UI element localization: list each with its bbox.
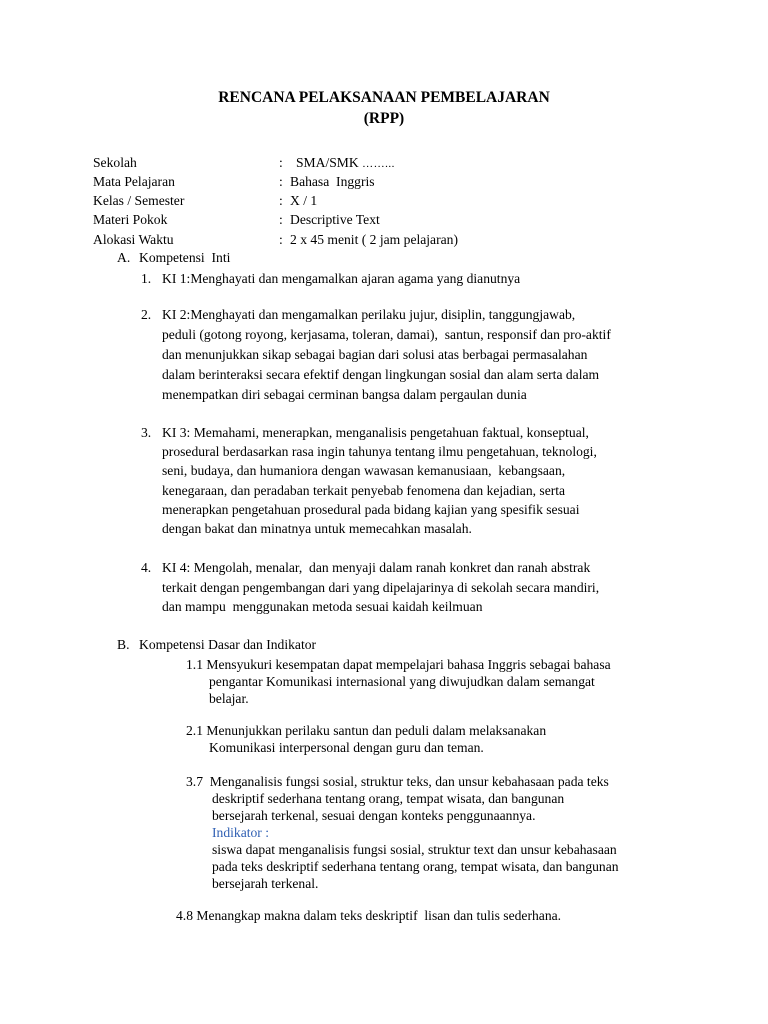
info-colon: :	[279, 174, 283, 189]
ki-3-line: prosedural berdasarkan rasa ingin tahunya tentang ilmu pengetahuan, teknologi,	[162, 444, 597, 459]
kd-2-1-line: 2.1 Menunjukkan perilaku santun dan peduli dalam melaksanakan	[186, 723, 547, 738]
info-value-sekolah-dots: ……...	[362, 158, 395, 170]
info-label-alokasi: Alokasi Waktu	[93, 232, 174, 247]
ki-1-number: 1.	[141, 271, 152, 286]
kd-1-1-line: belajar.	[209, 691, 249, 706]
indikator-line: siswa dapat menganalisis fungsi sosial, struktur text dan unsur kebahasaan	[212, 842, 617, 857]
info-label-materi: Materi Pokok	[93, 212, 168, 227]
info-label-mapel: Mata Pelajaran	[93, 174, 175, 189]
document-subtitle: (RPP)	[363, 110, 405, 127]
kd-2-1-line: Komunikasi interpersonal dengan guru dan teman.	[209, 740, 484, 755]
kd-3-7-line: 3.7 Menganalisis fungsi sosial, struktur teks, dan unsur kebahasaan pada teks	[186, 774, 609, 789]
info-colon: :	[279, 212, 283, 227]
section-a-title: Kompetensi Inti	[139, 250, 231, 265]
section-b-title: Kompetensi Dasar dan Indikator	[139, 637, 317, 652]
info-label-kelas: Kelas / Semester	[93, 193, 185, 208]
info-colon: :	[279, 232, 283, 247]
ki-4-line: dan mampu menggunakan metoda sesuai kaidah keilmuan	[162, 599, 483, 614]
ki-2-line: KI 2:Menghayati dan mengamalkan perilaku jujur, disiplin, tanggungjawab,	[162, 307, 576, 322]
indikator-line: bersejarah terkenal.	[212, 876, 319, 891]
info-colon: :	[279, 155, 283, 170]
kd-4-8-line: 4.8 Menangkap makna dalam teks deskriptif lisan dan tulis sederhana.	[176, 908, 562, 923]
ki-2-line: dalam berinteraksi secara efektif dengan lingkungan sosial dan alam serta dalam	[162, 367, 600, 382]
ki-3-number: 3.	[141, 425, 152, 440]
ki-3-line: dengan bakat dan minatnya untuk memecahkan masalah.	[162, 521, 472, 536]
kd-3-7-line: deskriptif sederhana tentang orang, tempat wisata, dan bangunan	[212, 791, 565, 806]
ki-2-line: dan menunjukkan sikap sebagai bagian dari solusi atas berbagai permasalahan	[162, 347, 588, 362]
ki-3-line: KI 3: Memahami, menerapkan, menganalisis pengetahuan faktual, konseptual,	[162, 425, 589, 440]
ki-1-line: KI 1:Menghayati dan mengamalkan ajaran agama yang dianutnya	[162, 271, 521, 286]
info-label-sekolah: Sekolah	[93, 155, 137, 170]
kd-1-1-line: 1.1 Mensyukuri kesempatan dapat mempelajari bahasa Inggris sebagai bahasa	[186, 657, 611, 672]
info-value-kelas: X / 1	[290, 193, 318, 208]
info-value-alokasi: 2 x 45 menit ( 2 jam pelajaran)	[290, 232, 458, 247]
ki-2-number: 2.	[141, 307, 152, 322]
indikator-label: Indikator :	[212, 825, 270, 840]
ki-3-line: seni, budaya, dan humaniora dengan wawasan kemanusiaan, kebangsaan,	[162, 463, 566, 478]
info-value-materi: Descriptive Text	[290, 212, 380, 227]
section-b-letter: B.	[117, 637, 130, 652]
ki-4-number: 4.	[141, 560, 152, 575]
section-a-letter: A.	[117, 250, 131, 265]
ki-3-line: menerapkan pengetahuan prosedural pada bidang kajian yang spesifik sesuai	[162, 502, 580, 517]
document-title: RENCANA PELAKSANAAN PEMBELAJARAN	[218, 89, 550, 106]
info-value-sekolah: SMA/SMK ……...	[296, 155, 395, 170]
ki-2-line: menempatkan diri sebagai cerminan bangsa dalam pergaulan dunia	[162, 387, 527, 402]
ki-4-line: KI 4: Mengolah, menalar, dan menyaji dalam ranah konkret dan ranah abstrak	[162, 560, 591, 575]
kd-1-1-line: pengantar Komunikasi internasional yang diwujudkan dalam semangat	[209, 674, 595, 689]
ki-2-line: peduli (gotong royong, kerjasama, toleran, damai), santun, responsif dan pro-aktif	[162, 327, 611, 342]
info-value-mapel: Bahasa Inggris	[290, 174, 375, 189]
ki-3-line: kenegaraan, dan peradaban terkait penyebab fenomena dan kejadian, serta	[162, 483, 566, 498]
indikator-line: pada teks deskriptif sederhana tentang orang, tempat wisata, dan bangunan	[212, 859, 619, 874]
ki-4-line: terkait dengan pengembangan dari yang dipelajarinya di sekolah secara mandiri,	[162, 580, 600, 595]
info-colon: :	[279, 193, 283, 208]
kd-3-7-line: bersejarah terkenal, sesuai dengan konteks penggunaannya.	[212, 808, 536, 823]
